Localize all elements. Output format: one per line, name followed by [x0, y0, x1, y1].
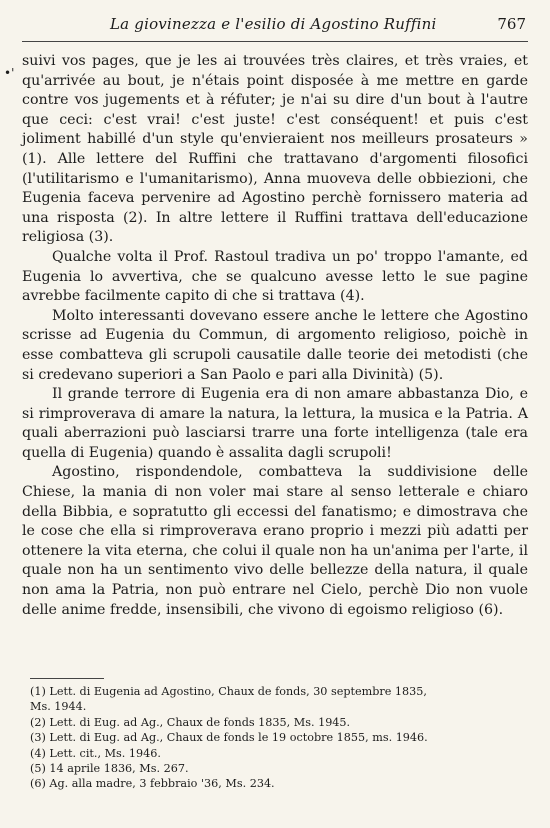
footnote-rule [30, 678, 104, 679]
page-header [22, 9, 528, 42]
footnote-2: (2) Lett. di Eug. ad Ag., Chaux de fonds 1835, Ms. 1945. [30, 715, 351, 729]
paragraph: suivi vos pages, que je les ai trouvées très claires, et très vraies, et qu'arrivée au bout, je n'étais point disposée à me mettre en garde contre vos jugements et à réfuter; je n'ai su dire d'un bout à l'autre que ceci: c'est vrai! c'est juste! c'est conséquent! et puis c'est joliment habillé d'un style qu'envieraient nos meilleurs prosateurs » (1). Alle lettere del Ruffini che trattavano d'argomenti filosofici (l'utilitarismo e l'umanitarismo), Anna muoveva delle obbiezioni, che Eugenia faceva pervenire ad Agostino perchè fornissero materia ad una risposta (2). In altre lettere il Ruffini trattava dell'educazione religiosa (3). [22, 53, 528, 246]
footnote-4: (4) Lett. cit., Ms. 1946. [30, 746, 161, 760]
footnote-5: (5) 14 aprile 1836, Ms. 267. [30, 762, 189, 776]
paragraph: Molto interessanti dovevano essere anche le lettere che Agostino scrisse ad Eugenia du Commun, di argomento religioso, poichè in esse combatteva gli scrupoli causatile dalle teorie dei metodisti (che si credevano superiori a San Paolo e pari alla Divinità) (5). [22, 307, 528, 383]
paragraph: Il grande terrore di Eugenia era di non amare abbastanza Dio, e si rimproverava di amare la natura, la lettura, la musica e la Patria. A quali aberrazioni può lasciarsi trarre una forte intelligenza (tale era quella di Eugenia) quando è assalita dagli scrupoli! [22, 386, 528, 461]
footnote-6: (6) Ag. alla madre, 3 febbraio '36, Ms. 234. [30, 777, 275, 791]
footnote-3: (3) Lett. di Eug. ad Ag., Chaux de fonds le 19 octobre 1855, ms. 1946. [30, 731, 428, 745]
paragraph: Qualche volta il Prof. Rastoul tradiva un po' troppo l'amante, ed Eugenia lo avvertiva, che se qualcuno avesse letto le sue pagine avrebbe facilmente capito di che si trattava (4). [22, 248, 528, 305]
running-title: La giovinezza e l'esilio di Agostino Ruffini [110, 15, 437, 33]
body-text [22, 52, 528, 620]
footnotes [30, 684, 510, 792]
footnote-1: (1) Lett. di Eugenia ad Agostino, Chaux de fonds, 30 septembre 1835, [30, 685, 427, 698]
footnote-1-continuation: Ms. 1944. [30, 700, 87, 714]
page-number: 767 [497, 15, 526, 33]
margin-mark: •' [4, 66, 15, 80]
paragraph: Agostino, rispondendole, combatteva la suddivisione delle Chiese, la mania di non voler mai stare al senso letterale e chiaro della Bibbia, e sopratutto gli eccessi del fanatismo; e dimostrava che le cose che ella si rimproverava erano proprio i mezzi più adatti per ottenere la vita eterna, che colui il quale non ha un'anima per l'arte, il quale non ha un sentimento vivo delle bellezze della natura, il quale non ama la Patria, non può entrare nel Cielo, perchè Dio non vuole delle anime fredde, insensibili, che vivono di egoismo religioso (6). [22, 464, 528, 618]
